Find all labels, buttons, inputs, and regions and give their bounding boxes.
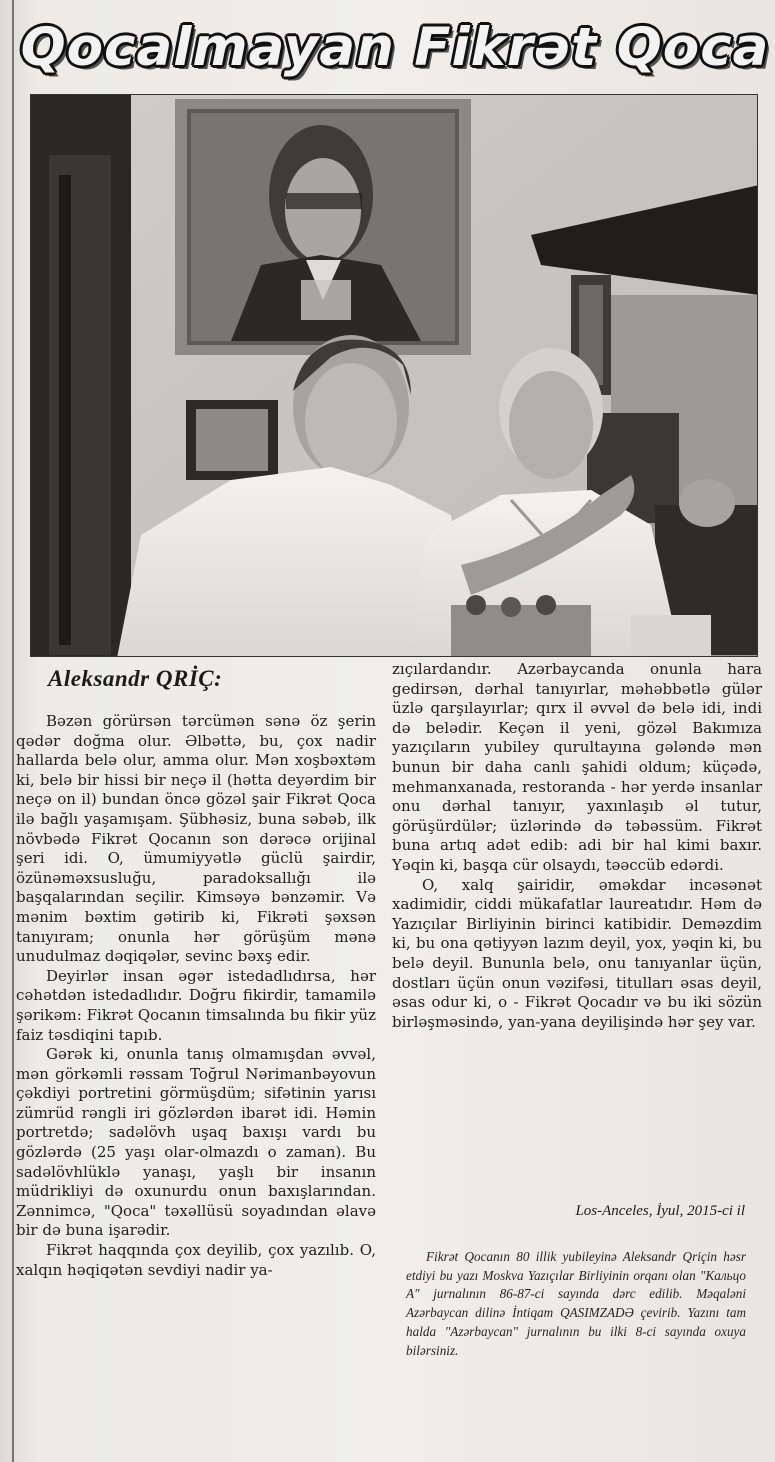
dateline: Los-Anceles, İyul, 2015-ci il [575, 1203, 745, 1219]
page-fold-line [12, 0, 14, 1462]
headline: Qocalmayan Fikrət Qoca [20, 16, 770, 78]
paragraph: zıçılardandır. Azərbaycanda onunla hara gedirsən, dərhal tanıyırlar, məhəbbətlə gülər üzlə qarşılayırlar; qırx il əvvəl də belə idi, indi də belədir. Keçən il yeni, gözəl Bakımıza yazıçıların yubiley qurultayına gələndə mən bunun bir daha canlı şahidi oldum; küçədə, mehmanxanada, restoranda - hər yerdə insanlar onu dərhal tanıyır, yaxınlaşıb əl tutur, görüşürdülər; üzlərində də təbəssüm. Fikrət buna artıq adət edib: adi bir hal kimi baxır. Yəqin ki, başqa cür olsaydı, təəccüb edərdi. [392, 660, 762, 874]
paragraph: Deyirlər insan əgər istedadlıdırsa, hər cəhətdən istedadlıdır. Doğru fikirdir, tamamilə şərikəm: Fikrət Qocanın timsalında bu fikir yüz faiz təsdiqini tapıb. [16, 966, 376, 1044]
paragraph: Bəzən görürsən tərcümən sənə öz şerin qədər doğma olur. Əlbəttə, bu, çox nadir hallarda belə olur, amma olur. Mən xoşbəxtəm ki, belə bir hissi bir neçə il (hətta deyərdim bir neçə on il) bundan öncə gözəl şair Fikrət Qoca ilə bağlı yaşamışam. Şübhəsiz, buna səbəb, ilk növbədə Fikrət Qocanın son dərəcə orijinal şeri idi. O, ümumiyyətlə güclü şairdir, özünəməxsusluğu, paradoksallığı ilə başqalarından seçilir. Kimsəyə bənzəmir. Və mənim bəxtim gətirib ki, Fikrəti şəxsən tanıyıram; onunla hər görüşüm mənə unudulmaz dəqiqələr, sevinc bəxş edir. [16, 712, 376, 966]
article-left-column [16, 712, 376, 1280]
editorial-note: Fikrət Qocanın 80 illik yubileyinə Aleksandr Qriçin həsr etdiyi bu yazı Moskva Yazıçılar Birliyinin orqanı olan "Кальцо А" jurnalının 86-87-ci sayında dərc edilib. Məqaləni Azərbaycan dilinə İntiqam QASIMZADƏ çevirib. Yazını tam halda "Azərbaycan" jurnalının bu ilki 8-ci sayında oxuya bilərsiniz. [406, 1249, 746, 1358]
article-photo [30, 94, 758, 657]
paragraph: O, xalq şairidir, əməkdar incəsənət xadimidir, ciddi mükafatlar laureatıdır. Həm də Yazıçılar Birliyinin birinci katibidir. Deməzdim ki, bu ona qətiyyən lazım deyil, yox, yəqin ki, bu belə deyil. Bununla belə, onu tanıyanlar üçün, dostları üçün onun vəzifəsi, titulları əsas deyil, əsas odur ki, o - Fikrət Qocadır və bu iki sözün birləşməsində, yan-yana deyilişində hər şey var. [392, 875, 762, 1031]
paragraph: Fikrət haqqında çox deyilib, çox yazılıb. O, xalqın həqiqətən sevdiyi nadir ya- [16, 1241, 376, 1279]
article-right-column [392, 660, 762, 1032]
author-name: Aleksandr QRİÇ: [48, 666, 223, 691]
paragraph: Gərək ki, onunla tanış olmamışdan əvvəl, mən görkəmli rəssam Toğrul Nərimanbəyovun çəkdiyi portretini görmüşdüm; sifətinin yarısı zümrüd rəngli iri gözlərdən ibarət idi. Həmin portretdə; sadəlövh uşaq baxışı vardı bu gözlərdə (25 yaşı olar-olmazdı o zaman). Bu sadəlövhlüklə yanaşı, yaşlı bir insanın müdrikliyi də oxunurdu onun baxışlarından. Zənnimcə, "Qoca" təxəllüsü soyadından əlavə bir də buna işarədir. [16, 1045, 376, 1240]
